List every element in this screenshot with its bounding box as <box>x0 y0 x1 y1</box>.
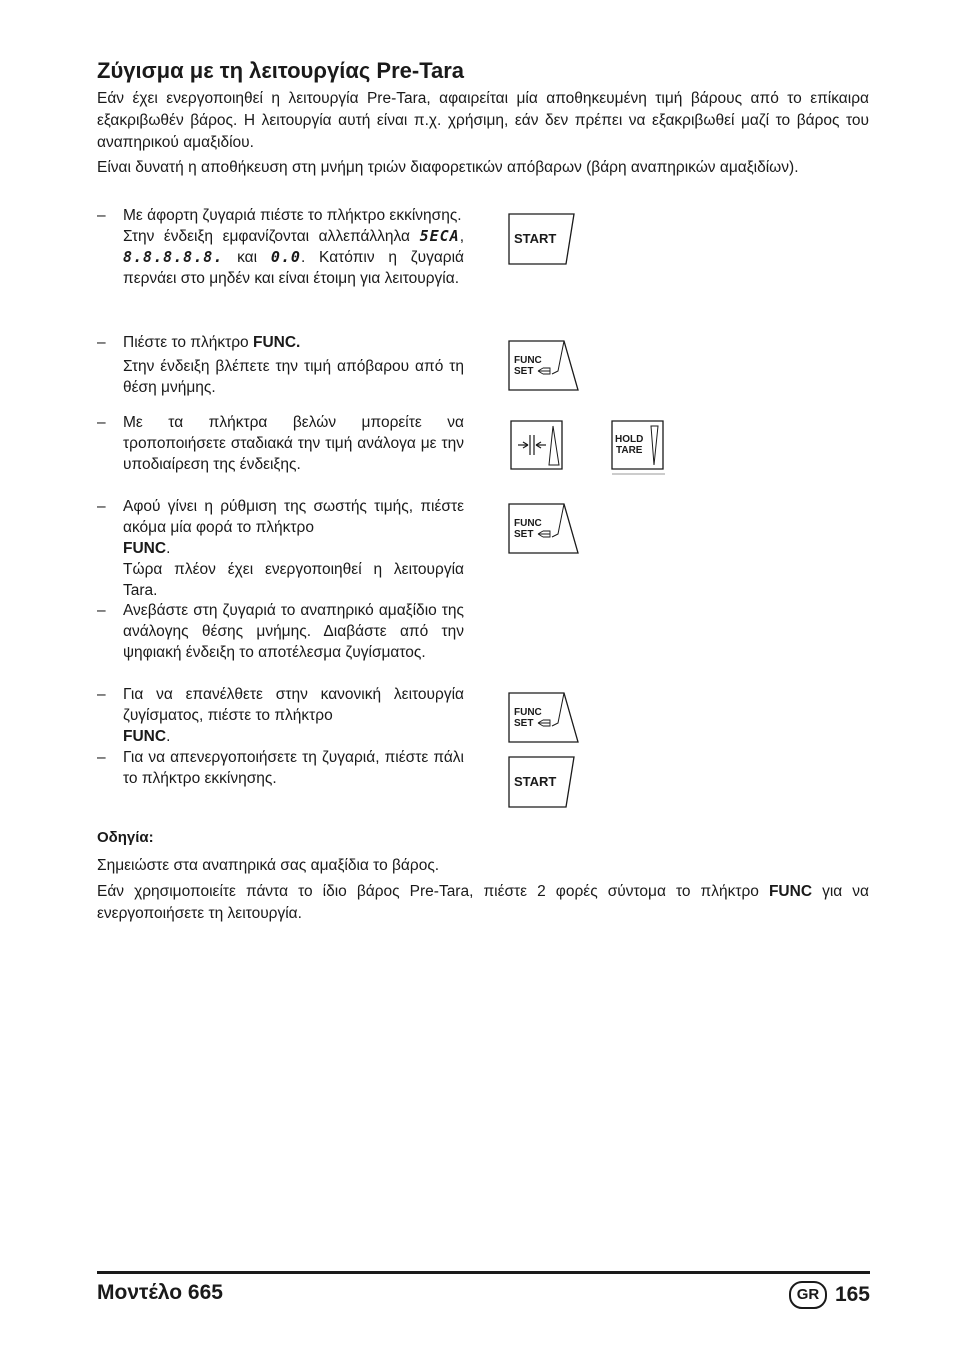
note-text-part: για να ενεργοποιήσετε τη λειτουργία. <box>97 883 869 922</box>
step-text-part: Πιέστε το πλήκτρο <box>123 334 249 351</box>
step-text: Τώρα πλέον έχει ενεργοποιηθεί η λειτουργία Tara. <box>123 561 464 599</box>
func-key-label: FUNC <box>514 707 542 718</box>
intro-paragraph-2: Είναι δυνατή η αποθήκευση στη μνήμη τριών διαφορετικών απόβαρων (βάρη αναπηρικών αμαξιδίων). <box>97 159 799 176</box>
step-dash: – <box>97 334 106 351</box>
step-confirm-func <box>97 496 464 601</box>
note-title: Οδηγία: <box>97 829 154 846</box>
start-key-illustration <box>508 756 574 806</box>
step-text-display <box>123 226 464 289</box>
func-set-key-illustration <box>508 692 574 742</box>
separator: , <box>459 228 464 245</box>
footer-divider <box>97 1271 870 1274</box>
note-line-1: Σημειώστε στα αναπηρικά σας αμαξίδια το βάρος. <box>97 857 440 874</box>
step-text: Στην ένδειξη βλέπετε την τιμή απόβαρου από τη θέση μνήμης. <box>123 358 464 396</box>
step-text-part: . <box>166 540 171 557</box>
step-text-key <box>123 726 464 747</box>
step-dash: – <box>97 749 106 766</box>
hold-tare-key-illustration <box>611 420 677 470</box>
language-badge: GR <box>789 1281 827 1309</box>
step-return-normal <box>97 684 464 747</box>
func-key-reference: FUNC <box>123 540 167 557</box>
arrow-key-illustration <box>510 420 576 470</box>
step-dash: – <box>97 498 106 515</box>
func-key-label: FUNC <box>514 355 542 366</box>
lcd-text-zero: 0.0 <box>270 248 301 266</box>
set-key-label: SET <box>514 366 534 377</box>
page-number: 165 <box>834 1283 870 1306</box>
func-set-key-illustration <box>508 503 574 553</box>
lcd-text-test: 8.8.8.8.8. <box>123 248 224 266</box>
step-switch-off <box>97 747 464 789</box>
func-set-key-illustration <box>508 340 574 390</box>
step-text: Ανεβάστε στη ζυγαριά το αναπηρικό αμαξίδιο της ανάλογης θέσης μνήμης. Διαβάστε από την ψηφιακή ένδειξη το αποτέλεσμα ζυγίσματος. <box>123 602 464 661</box>
step-text: Για να απενεργοποιήσετε τη ζυγαριά, πιέστε πάλι το πλήκτρο εκκίνησης. <box>123 749 464 787</box>
separator: και <box>237 249 258 266</box>
lcd-text-seca: 5ECA <box>419 227 460 245</box>
page-title: Ζύγισμα με τη λειτουργίας Pre-Tara <box>97 58 465 83</box>
set-key-label: SET <box>514 529 534 540</box>
step-dash: – <box>97 414 106 431</box>
step-dash: – <box>97 602 106 619</box>
step-text-part: Στην ένδειξη εμφανίζονται αλλεπάλληλα <box>123 228 411 245</box>
hold-key-label: HOLD <box>615 434 644 445</box>
footer-page-info <box>789 1281 870 1309</box>
intro-paragraph-1: Εάν έχει ενεργοποιηθεί η λειτουργία Pre-Tara, αφαιρείται μία αποθηκευμένη τιμή βάρους από το επίκαιρα εξακριβωθέν βάρος. Η λειτουργία αυτή είναι π.χ. χρήσιμη, εάν δεν πρέπει να εξακριβωθεί μαζί το βάρος του αναπηρικού αμαξιδίου. <box>97 90 869 151</box>
step-text: Αφού γίνει η ρύθμιση της σωστής τιμής, πιέστε ακόμα μία φορά το πλήκτρο <box>123 498 464 536</box>
step-dash: – <box>97 686 106 703</box>
step-text-part: . <box>166 728 171 745</box>
step-dash: – <box>97 207 106 224</box>
step-text: Με τα πλήκτρα βελών μπορείτε να τροποποιήσετε σταδιακά την τιμή ανάλογα με την υποδιαίρεση της ένδειξης. <box>123 414 464 473</box>
start-key-illustration <box>508 213 574 263</box>
step-press-func <box>97 332 464 398</box>
step-arrow-keys <box>97 412 464 475</box>
start-key-label: START <box>514 774 557 789</box>
func-key-label: FUNC <box>514 518 542 529</box>
step-place-wheelchair <box>97 600 464 663</box>
step-text-key <box>123 538 464 559</box>
start-key-label: START <box>514 231 557 246</box>
tare-key-label: TARE <box>616 445 643 456</box>
footer-model: Μοντέλο 665 <box>97 1281 223 1304</box>
func-key-reference: FUNC <box>123 728 167 745</box>
step-text: Με άφορτη ζυγαριά πιέστε το πλήκτρο εκκίνησης. <box>123 207 462 224</box>
func-key-reference: FUNC <box>768 883 813 900</box>
func-key-reference: FUNC. <box>252 334 301 351</box>
note-line-2 <box>97 881 869 925</box>
set-key-label: SET <box>514 718 534 729</box>
step-text-part: . Κατόπιν η ζυγαριά περνάει στο μηδέν και είναι έτοιμη για λειτουργία. <box>123 249 465 287</box>
note-text-part: Εάν χρησιμοποιείτε πάντα το ίδιο βάρος Pre-Tara, πιέστε 2 φορές σύντομα το πλήκτρο <box>97 883 759 900</box>
step-text: Για να επανέλθετε στην κανονική λειτουργία ζυγίσματος, πιέστε το πλήκτρο <box>123 686 464 724</box>
step-text <box>123 332 464 353</box>
step-start-scale <box>97 205 464 289</box>
